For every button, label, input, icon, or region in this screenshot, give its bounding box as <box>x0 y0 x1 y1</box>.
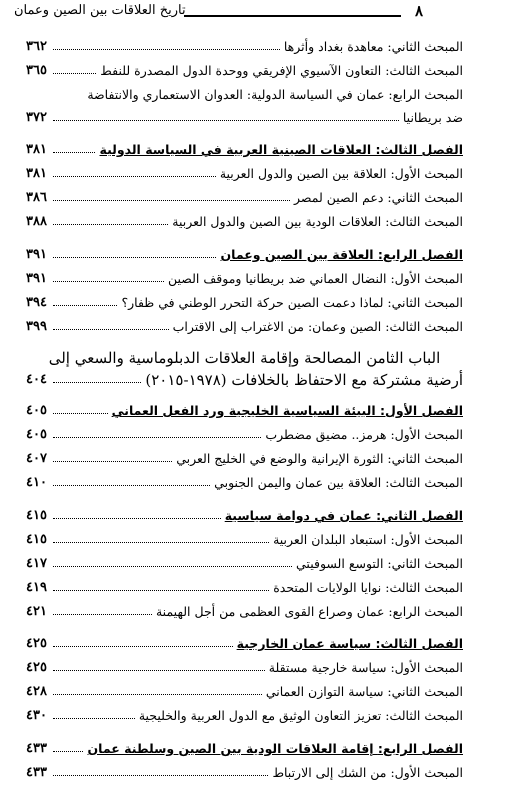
toc-section-entry[interactable] <box>26 316 463 338</box>
toc-section-entry[interactable] <box>26 472 463 494</box>
toc-section-entry[interactable] <box>26 448 463 470</box>
page-ref: ٤١٠ <box>26 475 47 490</box>
leader-dots <box>53 73 96 74</box>
leader-dots <box>53 329 169 330</box>
page-ref: ٤١٩ <box>26 580 47 595</box>
leader-dots <box>53 224 168 225</box>
page-ref: ٤٠٤ <box>26 372 47 387</box>
section-title: المبحث الثالث: تعزيز التعاون الوثيق مع الدول العربية والخليجية <box>138 708 463 723</box>
page-ref: ٤٢٥ <box>26 636 47 651</box>
leader-dots <box>53 437 261 438</box>
section-title: المبحث الأول: هرمز.. مضيق مضطرب <box>265 427 463 442</box>
page-ref: ٤٢٨ <box>26 684 47 699</box>
section-title: المبحث الثالث: التعاون الآسيوي الإفريقي ووحدة الدول المصدرة للنفط <box>100 63 463 78</box>
toc-section-entry[interactable] <box>26 163 463 185</box>
chapter-name: عمان في دوامة سياسية <box>224 508 377 523</box>
chapter-name: العلاقات الصينية العربية في السياسة الدولية <box>99 142 376 157</box>
section-title: المبحث الثاني: لماذا دعمت الصين حركة التحرر الوطني في ظفار؟ <box>121 295 463 310</box>
page-ref: ٤٣٣ <box>26 765 47 780</box>
toc-section-entry[interactable] <box>26 553 463 575</box>
toc-chapter-entry[interactable] <box>26 633 463 655</box>
toc-section-entry[interactable] <box>26 36 463 58</box>
section-title: المبحث الثاني: دعم الصين لمصر <box>293 190 463 205</box>
toc-section-entry[interactable] <box>26 529 463 551</box>
chapter-title <box>100 139 464 161</box>
page-ref: ٣٩٤ <box>26 295 47 310</box>
leader-dots <box>53 49 280 50</box>
chapter-name: سياسة عمان الخارجية <box>236 636 376 651</box>
chapter-label: الفصل الثالث: <box>375 142 463 157</box>
page-ref: ٤٠٧ <box>26 451 47 466</box>
page-ref: ٤١٧ <box>26 556 47 571</box>
section-title: المبحث الثالث: العلاقة بين عمان واليمن الجنوبي <box>214 475 463 490</box>
chapter-label: الفصل الرابع: <box>377 247 463 262</box>
toc-section-entry[interactable] <box>26 60 463 82</box>
page-ref: ٣٧٢ <box>26 110 47 125</box>
toc-chapter-entry[interactable] <box>26 139 463 161</box>
leader-dots <box>53 614 152 615</box>
toc-section-entry[interactable] <box>26 681 463 703</box>
page-number: ٨ <box>414 2 423 20</box>
toc-chapter-entry[interactable] <box>26 244 463 266</box>
leader-dots <box>53 305 117 306</box>
leader-dots <box>53 257 216 258</box>
leader-dots <box>53 542 269 543</box>
toc-section-entry[interactable] <box>26 268 463 290</box>
toc-chapter-entry[interactable] <box>26 400 463 422</box>
part-title-entry[interactable] <box>26 369 463 391</box>
leader-dots <box>53 382 141 383</box>
page-ref: ٤٢٥ <box>26 660 47 675</box>
leader-dots <box>53 694 262 695</box>
toc-entry-text: المبحث الرابع: عمان في السياسة الدولية: العدوان الاستعماري والانتفاضة <box>87 87 463 102</box>
section-title: المبحث الثاني: سياسة التوازن العماني <box>265 684 463 699</box>
toc-section-entry[interactable] <box>26 705 463 727</box>
part-title: أرضية مشتركة مع الاحتفاظ بالخلافات (١٩٧٨-٢٠١٥) <box>145 371 463 389</box>
leader-dots <box>53 461 172 462</box>
page-ref: ٣٦٢ <box>26 39 47 54</box>
chapter-label: الفصل الرابع: <box>377 741 463 756</box>
leader-dots <box>53 120 399 121</box>
header-rule <box>184 15 401 17</box>
section-title: المبحث الأول: استبعاد البلدان العربية <box>273 532 463 547</box>
toc-section-entry[interactable] <box>26 292 463 314</box>
page-ref: ٤١٥ <box>26 508 47 523</box>
toc-section-entry[interactable] <box>26 211 463 233</box>
leader-dots <box>53 718 135 719</box>
page-ref: ٣٩٩ <box>26 319 47 334</box>
leader-dots <box>53 775 268 776</box>
section-title: المبحث الأول: من الشك إلى الارتباط <box>272 765 463 780</box>
chapter-title <box>88 738 464 760</box>
leader-dots <box>53 646 233 647</box>
section-title: المبحث الثالث: الصين وعمان: من الاغتراب إلى الاقتراب <box>172 319 463 334</box>
part-title: الباب الثامن المصالحة وإقامة العلاقات الدبلوماسية والسعي إلى <box>48 349 441 367</box>
section-title: المبحث الثاني: معاهدة بغداد وأثرها <box>283 39 463 54</box>
chapter-label: الفصل الثاني: <box>376 508 463 523</box>
toc-chapter-entry[interactable] <box>26 738 463 760</box>
chapter-title <box>237 633 463 655</box>
page-ref: ٤٣٠ <box>26 708 47 723</box>
toc-section-entry[interactable] <box>26 424 463 446</box>
section-title: ضد بريطانيا <box>402 110 463 125</box>
leader-dots <box>53 751 83 752</box>
toc-section-entry[interactable] <box>26 107 463 129</box>
leader-dots <box>53 281 164 282</box>
toc-section-entry[interactable] <box>26 762 463 784</box>
running-header <box>14 2 501 28</box>
chapter-title <box>112 400 463 422</box>
section-title: المبحث الرابع: عمان وصراع القوى العظمى من أجل الهيمنة <box>155 604 463 619</box>
leader-dots <box>53 152 95 153</box>
leader-dots <box>53 485 210 486</box>
page-ref: ٤١٥ <box>26 532 47 547</box>
toc-section-entry[interactable] <box>26 187 463 209</box>
chapter-title <box>220 244 463 266</box>
page-ref: ٣٨٦ <box>26 190 47 205</box>
chapter-title <box>225 505 463 527</box>
page-ref: ٤٠٥ <box>26 403 47 418</box>
page-ref: ٣٨١ <box>26 142 47 157</box>
chapter-label: الفصل الأول: <box>379 403 463 418</box>
leader-dots <box>53 176 216 177</box>
section-title: المبحث الثاني: الثورة الإيرانية والوضع في الخليج العربي <box>176 451 463 466</box>
page-ref: ٣٨١ <box>26 166 47 181</box>
chapter-name: إقامة العلاقات الودية بين الصين وسلطنة عمان <box>87 741 378 756</box>
section-title: المبحث الأول: العلاقة بين الصين والدول العربية <box>219 166 463 181</box>
leader-dots <box>53 590 269 591</box>
section-title: المبحث الثالث: العلاقات الودية بين الصين والدول العربية <box>172 214 463 229</box>
section-title: المبحث الأول: سياسة خارجية مستقلة <box>268 660 463 675</box>
leader-dots <box>53 413 108 414</box>
section-title: المبحث الثالث: نوايا الولايات المتحدة <box>273 580 463 595</box>
page-ref: ٣٩١ <box>26 247 47 262</box>
leader-dots <box>53 566 292 567</box>
page-ref: ٤٣٣ <box>26 741 47 756</box>
section-title: المبحث الأول: النضال العماني ضد بريطانيا وموقف الصين <box>167 271 463 286</box>
leader-dots <box>53 200 290 201</box>
page-ref: ٤٢١ <box>26 604 47 619</box>
leader-dots <box>53 518 221 519</box>
page-ref: ٤٠٥ <box>26 427 47 442</box>
chapter-label: الفصل الثالث: <box>375 636 463 651</box>
chapter-name: العلاقة بين الصين وعمان <box>220 247 378 262</box>
page-ref: ٣٦٥ <box>26 63 47 78</box>
page-ref: ٣٨٨ <box>26 214 47 229</box>
chapter-name: البيئة السياسية الخليجية ورد الفعل العماني <box>111 403 380 418</box>
toc-section-entry[interactable] <box>26 577 463 599</box>
toc-section-entry[interactable] <box>26 601 463 623</box>
toc-chapter-entry[interactable] <box>26 505 463 527</box>
toc-section-entry[interactable] <box>26 657 463 679</box>
section-title: المبحث الثاني: التوسع السوفيتي <box>296 556 463 571</box>
running-title: تاريخ العلاقات بين الصين وعمان <box>14 3 186 18</box>
page-ref: ٣٩١ <box>26 271 47 286</box>
leader-dots <box>53 670 265 671</box>
